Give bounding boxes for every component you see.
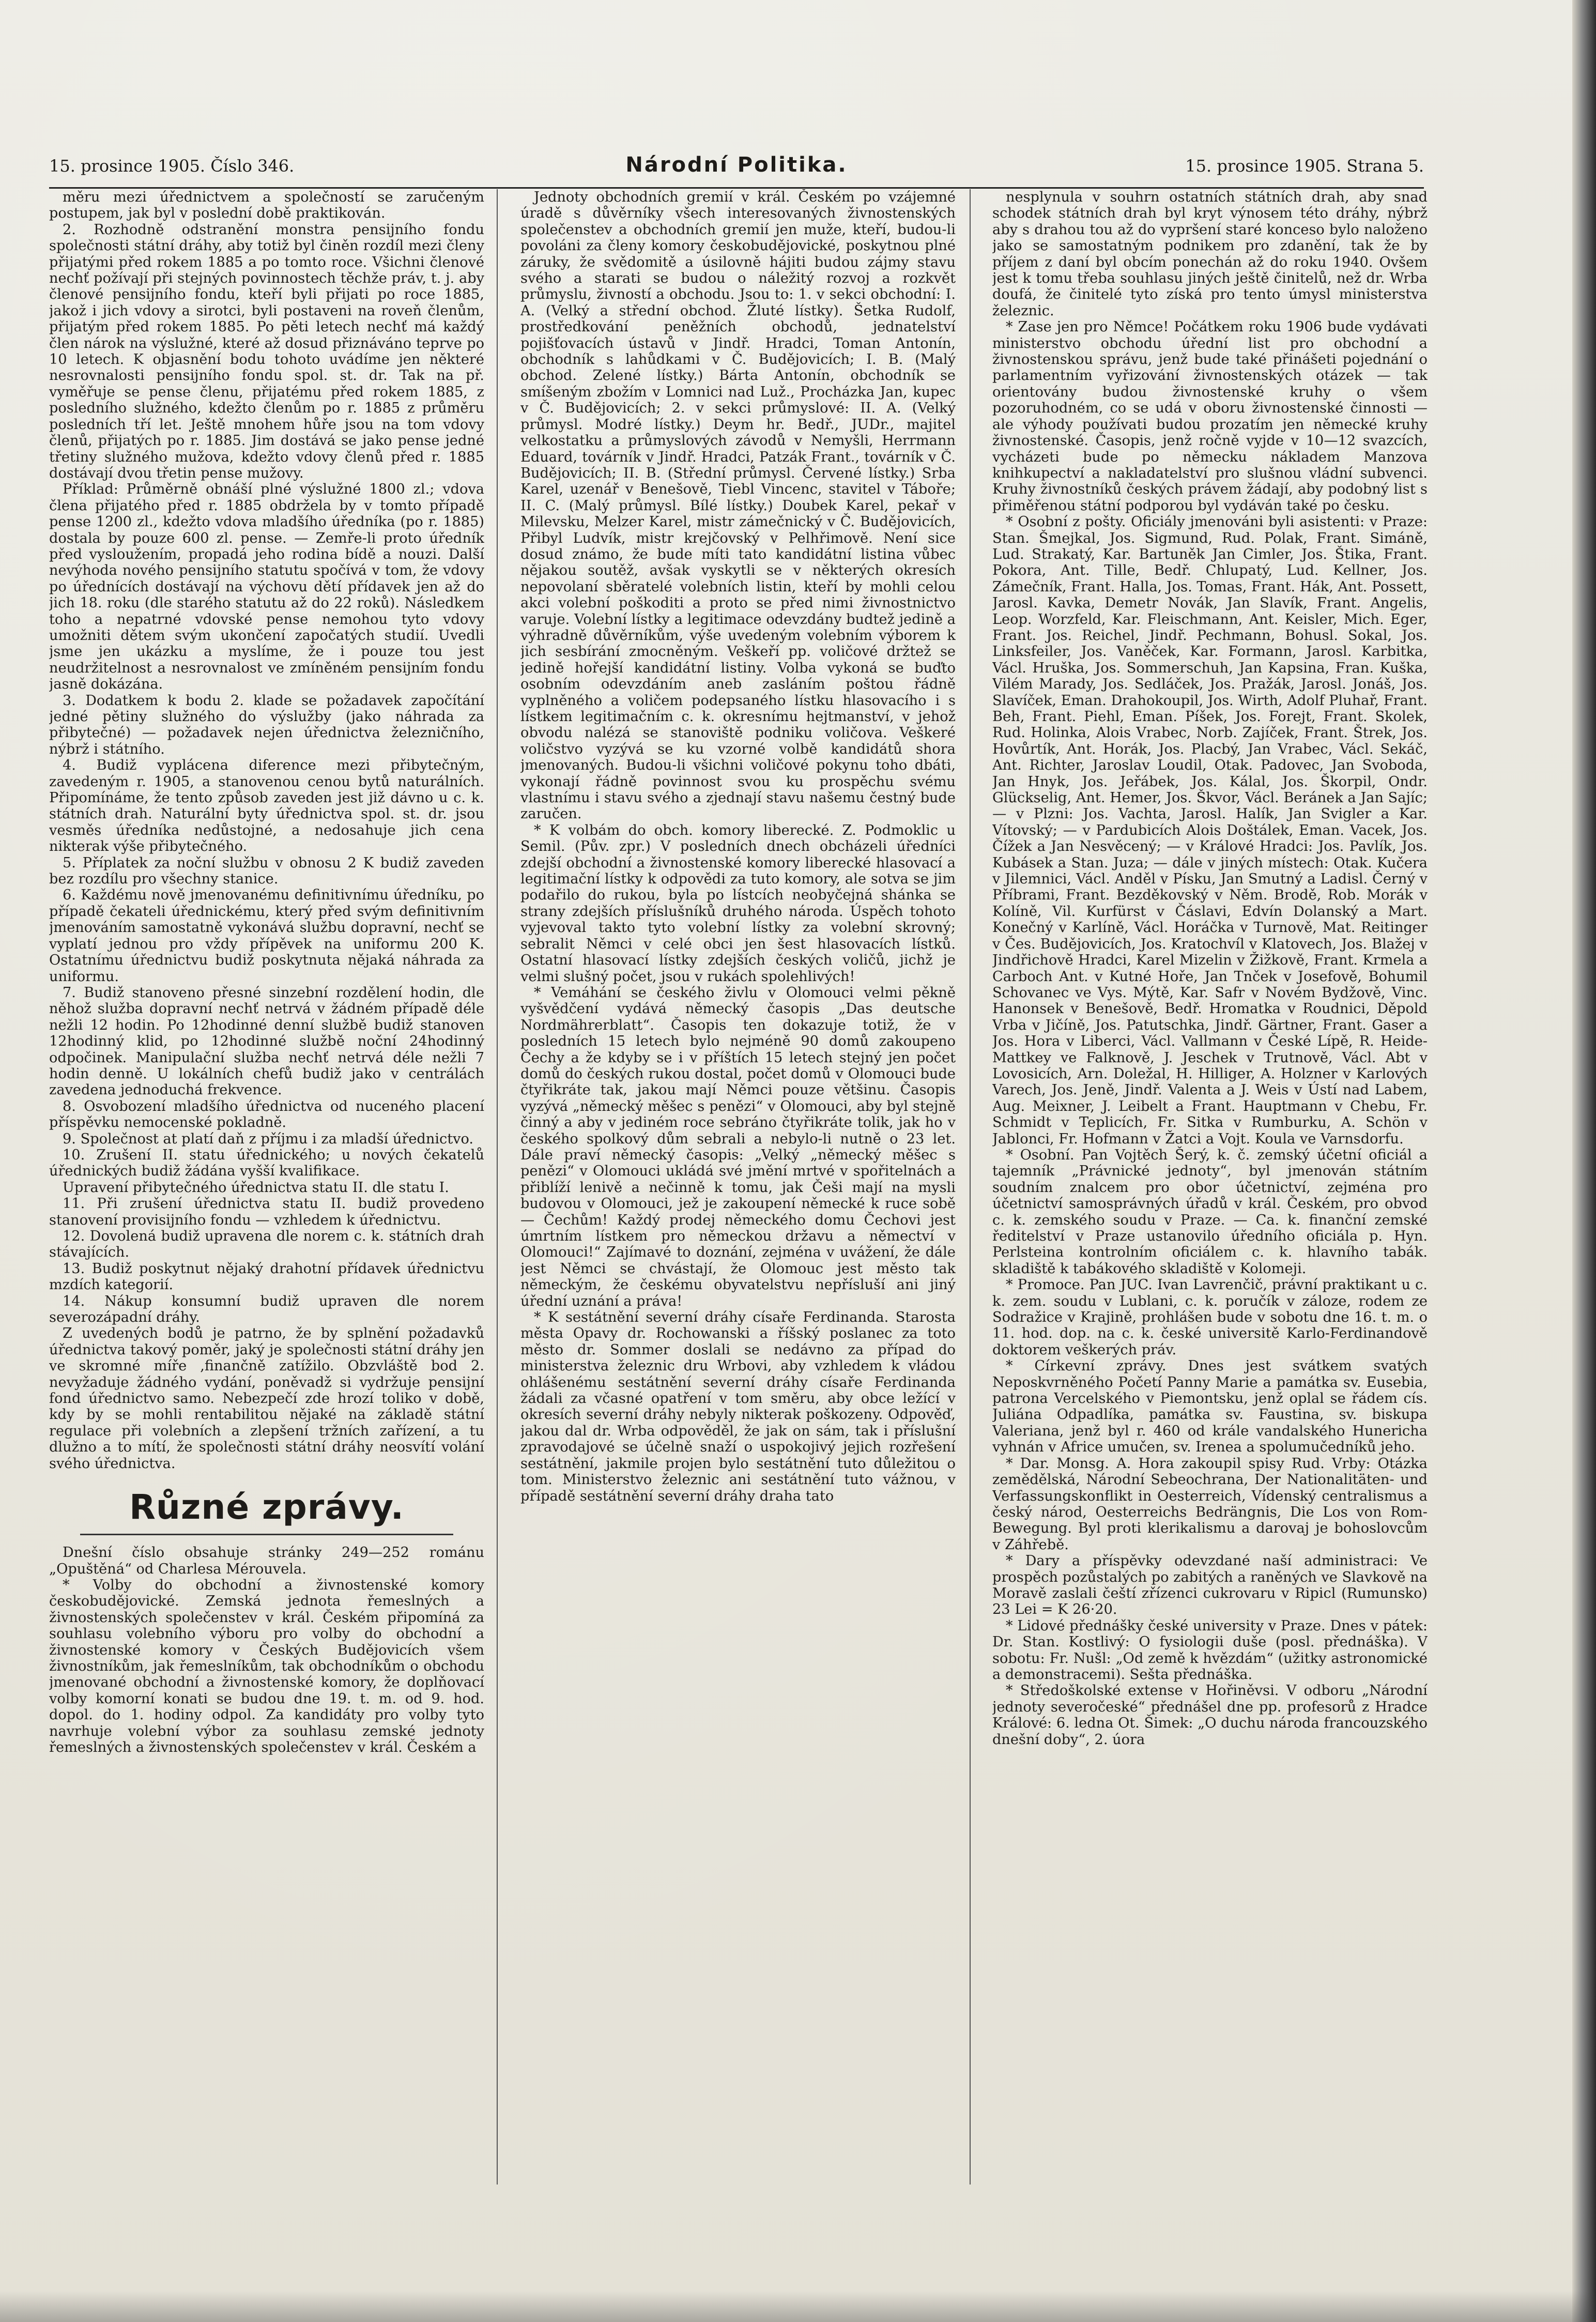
paragraph: 10. Zrušení II. statu úřednického; u nových čekatelů úřednických budiž žádána vyšší kvalifikace. bbox=[49, 1147, 484, 1180]
column-1-articles bbox=[49, 189, 484, 1472]
paragraph: 2. Rozhodně odstranění monstra pensijního fondu společnosti státní dráhy, aby totiž byl činěn rozdíl mezi členy přijatými před rokem 1885 a po tomto roce. Všichni členové nechť požívají při stejných povinnostech těchže práv, t. j. aby členové pensijního fondu, kteří byli přijati po roce 1885, jakož i jich vdovy a sirotci, byli postaveni na roveň členům, přijatým před rokem 1885. Po pěti letech nechť má každý člen nárok na výslužné, které až dosud přiznáváno teprve po 10 letech. K objasnění bodu tohoto uvádíme jen některé nesrovnalosti pensijního fondu spol. st. dr. Tak na př. vyměřuje se pense členu, přijatému před rokem 1885, z posledního služného, kdežto členům po r. 1885 z průměru posledních tří let. Ještě mnohem hůře jsou na tom vdovy členů, přijatých po r. 1885. Jim dostává se jako pense jedné třetiny služného mužova, kdežto vdovy členů před r. 1885 dostávají dvou třetin pense mužovy. bbox=[49, 221, 484, 481]
paragraph: * Volby do obchodní a živnostenské komory českobudějovické. Zemská jednota řemeslných a živnostenských společenstev v král. Českém připomíná za souhlasu volebního výboru pro volby do obchodní a živnostenské komory v Českých Budějovicích všem živnostníkům, jak řemeslníkům, tak obchodníkům o obchodu jmenované obchodní a živnostenské komory, že doplňovací volby komorní konati se budou dne 19. t. m. od 9. hod. dopol. do 1. hodiny odpol. Za kandidáty pro volby tyto navrhuje volební výbor za souhlasu zemské jednoty řemeslných a živnostenských společenstev v král. Českém a bbox=[49, 1577, 484, 1755]
paragraph: Jednoty obchodních gremií v král. Českém po vzájemné úradě s důvěrníky všech interesovaných živnostenských společenstev a obchodních gremií jen muže, kteří, budou-li povoláni za členy komory českobudějovické, poskytnou plné záruky, že svědomitě a úsilovně hájiti budou zájmy stavu svého a starati se budou o náležitý rozvoj a rozkvět průmyslu, živností a obchodu. Jsou to: 1. v sekci obchodní: I. A. (Velký a střední obchod. Žluté lístky). Šetka Rudolf, prostředkování peněžních obchodů, jednatelství pojišťovacích ústavů v Jindř. Hradci, Toman Antonín, obchodník s lahůdkami v Č. Budějovicích; I. B. (Malý obchod. Zelené lístky.) Bárta Antonín, obchodník se smíšeným zbožím v Lomnici nad Luž., Procházka Jan, kupec v Č. Budějovicích; 2. v sekci průmyslové: II. A. (Velký průmysl. Modré lístky.) Deym hr. Bedř., JUDr., majitel velkostatku a průmyslových závodů v Nemyšli, Herrmann Eduard, továrník v Jindř. Hradci, Patzák Frant., továrník v Č. Budějovicích; II. B. (Střední průmysl. Červené lístky.) Srba Karel, uzenář v Benešově, Tiebl Vincenc, stavitel v Táboře; II. C. (Malý průmysl. Bílé lístky.) Doubek Karel, pekař v Milevsku, Melzer Karel, mistr zámečnický v Č. Budějovicích, Přibyl Ludvík, mistr krejčovský v Pelhřimově. Není sice dosud známo, že bude míti tato kandidátní listina vůbec nějakou soutěž, avšak vyskytli se v některých okresích nepovolaní sběratelé volebních listin, kteří by mohli celou akci volební poškoditi a proto se před nimi živnostnictvo varuje. Volební lístky a legitimace odevzdány budtež jedině a výhradně důvěrníkům, výše uvedeným volebním výborem k jich sesbírání zmocněným. Veškeří pp. voličové držtež se jedině hořejší kandidátní listiny. Volba vykoná se buďto osobním odevzdáním aneb zasláním poštou řádně vyplněného a voličem podepsaného lístku hlasovacího i s lístkem legitimačním c. k. okresnímu hejtmanství, v jehož obvodu nalézá se stanoviště podniku voličova. Veškeré voličstvo vyzývá se ku vzorné volbě kandidátů shora jmenovaných. Budou-li všichni voličové pokynu toho dbáti, vykonají řádně povinnost svou ku prospěchu svému vlastnímu i stavu svého a zjednají stavu našemu čestný bude zaručen. bbox=[520, 189, 956, 822]
paragraph: * Osobní. Pan Vojtěch Šerý, k. č. zemský účetní oficiál a tajemník „Právnické jednoty“, byl jmenován státním soudním znalcem pro obor účetnictví, zejména pro účetnictví samosprávných úřadů v král. Českém, pro obvod c. k. zemského soudu v Praze. — Ca. k. finanční zemské ředitelství v Praze ustanovilo úředního oficiála p. Hyn. Perlsteina kontrolním oficiálem c. k. hlavního tabák. skladiště k tabákového skladiště v Kolomeji. bbox=[992, 1147, 1428, 1277]
paragraph: * Vemáhání se českého živlu v Olomouci velmi pěkně vyšvědčení vydává německý časopis „Das deutsche Nordmährerblatt“. Časopis ten dokazuje totiž, že v posledních 15 letech bylo nejméně 90 domů zakoupeno Čechy a že kdyby se i v příštích 15 letech stejný jen počet domů do českých rukou dostal, počet domů v Olomouci bude čtyřikráte tak, jakou mají Němci pouze většinu. Časopis vyzývá „německý měšec s penězi“ v Olomouci, aby byl stejně činný a aby v jediném roce sebráno čtyřikráte tolik, jak ho v českého spolkový dům sebrali a nebylo-li nutně o 23 let. Dále praví německý časopis: „Velký „německý měšec s penězi“ v Olomouci ukládá své jmění mrtvé v spořitelnách a přiblíží lenivě a nečinně k tomu, jak Češi mají na mysli budovou v Olomouci, jež je zakoupení německé k ruce sobě — Čechům! Každý prodej německého domu Čechovi jest úmrtním lístkem pro německou državu a němectví v Olomouci!“ Zajímavé to doznání, zejména v uvážení, že dále jest Němci se chvástají, že Olomouc jest město tak německým, že českému obyvatelstvu nepřísluší ani jiný úřední uznání a práva! bbox=[520, 984, 956, 1309]
column-2 bbox=[520, 189, 956, 2257]
paragraph: 7. Budiž stanoveno přesné sinzební rozdělení hodin, dle něhož služba dopravní nechť netrvá v žádném případě déle nežli 12 hodin. Po 12hodinné denní službě budiž stanoven 12hodinný klid, po 12hodinné službě noční 24hodinný odpočinek. Manipulační služba nechť netrvá déle nežli 7 hodin denně. U lokálních chefů budiž jako v centrálách zavedena jednoduchá frekvence. bbox=[49, 984, 484, 1098]
heading-rule bbox=[80, 1534, 453, 1535]
paragraph: * Dary a příspěvky odevzdané naší administraci: Ve prospěch pozůstalých po zabitých a raněných ve Slavkově na Moravě zaslali čeští zřízenci cukrovaru v Ripicl (Rumunsko) 23 Lei = K 26·20. bbox=[992, 1553, 1428, 1618]
header-date-issue: 15. prosince 1905. Číslo 346. bbox=[49, 156, 295, 176]
header-date-page: 15. prosince 1905. Strana 5. bbox=[1185, 156, 1424, 176]
column-2-articles bbox=[520, 189, 956, 1504]
paragraph: 13. Budiž poskytnut nějaký drahotní přídavek úřednictvu mzdích kategorií. bbox=[49, 1260, 484, 1293]
column-divider bbox=[970, 189, 971, 2184]
paragraph: 11. Při zrušení úřednictva statu II. budiž provedeno stanovení provisijního fondu — vzhledem k úřednictvu. bbox=[49, 1196, 484, 1228]
column-3-articles bbox=[992, 189, 1428, 1748]
paragraph: 8. Osvobození mladšího úřednictva od nuceného placení příspěvku nemocenské pokladně. bbox=[49, 1098, 484, 1131]
paragraph: 14. Nákup konsumní budiž upraven dle norem severozápadní dráhy. bbox=[49, 1293, 484, 1326]
paragraph: nesplynula v souhrn ostatních státních drah, aby snad schodek státních drah byl kryt výnosem této dráhy, nýbrž aby s drahou tou až do vypršení staré konceso bylo naloženo jako se samostatným podnikem pro zdanění, tak že by příjem z daní byl obcím ponechán až do roku 1940. Ovšem jest k tomu třeba souhlasu jiných ještě činitelů, než dr. Wrba doufá, že činitelé tyto získá pro tento úmysl ministerstva železnic. bbox=[992, 189, 1428, 319]
column-divider bbox=[497, 189, 498, 2184]
paragraph: * K volbám do obch. komory liberecké. Z. Podmoklic u Semil. (Pův. zpr.) V posledních dnech obcházeli úředníci zdejší obchodní a živnostenské komory liberecké hlasovací a legitimační lístky k odpovědi za tuto komory, ale sotva se jim podařilo do rukou, byla po lístcích neobyčejná shánka se strany zdejších příslušníků druhého národa. Úspěch tohoto vyjevoval takto tyto volební lístky za volební skrovný; sebralit Němci v celé obci jen šest hlasovacích lístků. Ostatní hlasovací lístky zdejších českých voličů, jichž je velmi slušný počet, jsou v rukách spolehlivých! bbox=[520, 822, 956, 985]
paragraph: Z uvedených bodů je patrno, že by splnění požadavků úřednictva takový poměr, jaký je společnosti státní dráhy jen ve skromné míře ,finančně zatížilo. Obzvláště bod 2. nevyžaduje žádného vydání, poněvadž si vydržuje pensijní fond úřednictvo samo. Nebezpečí zde hrozí toliko v době, kdy by se mohli rentabilitou nějaké na základě státní regulace při volebních a zlepšení tržních zařízení, a tu dlužno a to mítí, že společnosti státní dráhy neosvítí volání svého úřednictva. bbox=[49, 1325, 484, 1472]
paragraph: 6. Každému nově jmenovanému definitivnímu úředníku, po případě čekateli úřednickému, který před svým definitivním jmenováním samostatně vykonává službu dopravní, nechť se vyplatí jednou pro vždy přípěvek na uniformu 200 K. Ostatnímu úřednictvu budiž poskytnuta nějaká náhrada za uniformu. bbox=[49, 887, 484, 985]
column-1-news bbox=[49, 1545, 484, 1755]
paragraph: Příklad: Průměrně obnáší plné výslužné 1800 zl.; vdova člena přijatého před r. 1885 obdržela by v tomto případě pense 1200 zl., kdežto vdova mladšího úředníka (po r. 1885) dostala by pouze 600 zl. pense. — Zemře-li proto úředník před vysloužením, propadá jeho rodina bídě a nouzi. Další nevýhoda nového pensijního statutu spočívá v tom, že vdovy po úřednících dostávají na výchovu dětí přídavek jen až do jich 18. roku (dle starého statutu až do 22 roků). Následkem toho a nepatrné vdovské pense nemohou tyto vdovy umožniti dětem svým ukončení započatých studií. Uvedli jsme jen ukázku a myslíme, že i pouze tou jest neudržitelnost a nesrovnalost ve zmíněném pensijním fondu jasně dokázána. bbox=[49, 481, 484, 693]
paragraph: * K sestátnění severní dráhy císaře Ferdinanda. Starosta města Opavy dr. Rochowanski a říšský poslanec za toto město dr. Sommer doslali se nedávno za případ do ministerstva železnic dru Wrbovi, aby vzhledem k vládou ohlášenému sestátnění severní dráhy císaře Ferdinanda žádali za včasné opatření v tom směru, aby obce ležící v okresích severní dráhy nebyly nikterak poškozeny. Odpověď, jakou dal dr. Wrba odpověděl, že jak on sám, tak i příslušní zpravodajové se účelně snaží o uspokojivý jejich rozřešení sestátnění, jakmile projen bylo sestátnění tuto důležitou o tom. Ministerstvo železnic ani sestátnění tuto vážnou, v případě sestátnění severní dráhy draha tato bbox=[520, 1309, 956, 1504]
paragraph: 12. Dovolená budiž upravena dle norem c. k. státních drah stávajících. bbox=[49, 1228, 484, 1261]
page-edge-shadow bbox=[1572, 0, 1596, 2322]
paragraph: měru mezi úřednictvem a společností se zaručeným postupem, jak byl v poslední době praktikován. bbox=[49, 189, 484, 222]
paragraph: Upravení přibytečného úřednictva statu II. dle statu I. bbox=[63, 1179, 449, 1196]
newspaper-title: Národní Politika. bbox=[625, 153, 848, 177]
paragraph: 9. Společnost at platí daň z příjmu i za mladší úřednictvo. bbox=[63, 1131, 474, 1147]
paragraph: 3. Dodatkem k bodu 2. klade se požadavek započítání jedné pětiny služného do výslužby (jako náhrada za přibytečné) — požadavek nejen úřednictva železničního, nýbrž i státního. bbox=[49, 692, 484, 757]
column-3 bbox=[992, 189, 1428, 2257]
paragraph: Dnešní číslo obsahuje stránky 249—252 románu „Opuštěná“ od Charlesa Mérouvela. bbox=[49, 1545, 484, 1577]
section-heading: Různé zprávy. bbox=[129, 1487, 404, 1527]
paragraph: * Promoce. Pan JUC. Ivan Lavrenčič, právní praktikant u c. k. zem. soudu v Lublani, c. k. poručík v záloze, rodem ze Sodražice v Krajině, prohlášen bude v sobotu dne 16. t. m. o 11. hod. dop. na c. k. české universitě Karlo-Ferdinandově doktorem veškerých práv. bbox=[992, 1277, 1428, 1358]
page-bottom-shadow bbox=[0, 2291, 1596, 2322]
paragraph: * Osobní z pošty. Oficiály jmenováni byli asistenti: v Praze: Stan. Šmejkal, Jos. Sigmund, Rud. Polak, Frant. Simáně, Lud. Strakatý, Kar. Bartuněk Jan Cimler, Jos. Štika, Frant. Pokora, Ant. Tille, Bedř. Chlupatý, Lud. Kellner, Jos. Zámečník, Frant. Halla, Jos. Tomas, Frant. Hák, Ant. Possett, Jarosl. Kavka, Demetr Novák, Jan Slavík, Frant. Angelis, Leop. Worzfeld, Kar. Fleischmann, Ant. Keisler, Mich. Eger, Frant. Jos. Reichel, Jindř. Pechmann, Bohusl. Sokal, Jos. Linksfeiler, Jos. Vaněček, Kar. Formann, Jarosl. Karbitka, Václ. Hruška, Jos. Sommerschuh, Jan Kapsina, Fran. Kuška, Vilém Marady, Jos. Sedláček, Jos. Pražák, Jarosl. Jonáš, Jos. Slavíček, Eman. Drahokoupil, Jos. Wirth, Adolf Pluhař, Frant. Beh, Frant. Piehl, Eman. Píšek, Jos. Forejt, Frant. Skolek, Rud. Holinka, Alois Vrabec, Norb. Zajíček, Frant. Štrek, Jos. Hovůrtík, Ant. Horák, Jos. Placbý, Jan Vrabec, Václ. Sekáč, Ant. Richter, Jaroslav Loudil, Otak. Padovec, Jan Svoboda, Jan Hnyk, Jos. Jeřábek, Jos. Kálal, Jos. Škorpil, Ondr. Glückselig, Ant. Hemer, Jos. Škvor, Václ. Beránek a Jan Sajíc; — v Plzni: Jos. Vachta, Jarosl. Halík, Jan Svigler a Kar. Vítovský; — v Pardubicích Alois Doštálek, Eman. Vacek, Jos. Čížek a Jan Nesvěcený; — v Králové Hradci: Jos. Pavlík, Jos. Kubásek a Stan. Juza; — dále v jiných místech: Otak. Kučera v Jilemnici, Václ. Anděl v Písku, Jan Smutný a Ladisl. Černý v Příbrami, Frant. Bezděkovský v Něm. Brodě, Rob. Morák v Kolíně, Vil. Kurfürst v Čáslavi, Edvín Dolanský a Mart. Konečný v Karlíně, Václ. Horáčka v Turnově, Mat. Reitinger v Čes. Budějovicích, Jos. Kratochvíl v Klatovech, Jos. Blažej v Jindřichově Hradci, Karel Mizelin v Žižkově, Frant. Krmela a Carboch Ant. v Kutné Hoře, Jan Tnček v Josefově, Bohumil Schovanec ve Vys. Mýtě, Kar. Safr v Novém Bydžově, Vinc. Hanonsek v Benešově, Bedř. Hromatka v Roudnici, Děpold Vrba v Jičíně, Jos. Patutschka, Jindř. Gärtner, Frant. Gaser a Jos. Hora v Liberci, Václ. Vallmann v České Lípě, R. Heide-Mattkey ve Falknově, J. Jeschek v Trutnově, Václ. Abt v Lovosicích, Arn. Doležal, H. Hilliger, A. Holzner v Karlových Varech, Jos. Jeně, Jindř. Valenta a J. Weis v Ústí nad Labem, Aug. Meixner, J. Leibelt a Frant. Hauptmann v Chebu, Fr. Schmidt v Teplicích, Fr. Sitka v Rumburku, A. Schön v Jablonci, Fr. Hofmann v Žatci a Vojt. Koula ve Varnsdorfu. bbox=[992, 514, 1428, 1147]
paragraph: 4. Budiž vyplácena diference mezi přibytečným, zavedeným r. 1905, a stanovenou cenou bytů naturálních. Připomínáme, že tento způsob zaveden jest již dávno u c. k. státních drah. Naturální byty úřednictva spol. st. dr. jsou vesměs úředníka nedůstojné, a nedosahuje jich cena nikterak výše přibytečného. bbox=[49, 757, 484, 855]
paragraph: * Lidové přednášky české university v Praze. Dnes v pátek: Dr. Stan. Kostlivý: O fysiologii duše (posl. přednáška). V sobotu: Fr. Nušl: „Od země k hvězdám“ (užitky astronomické a demonstracemi). Sešta přednáška. bbox=[992, 1617, 1428, 1683]
column-1 bbox=[49, 189, 484, 2257]
paragraph: * Středoškolské extense v Hořiněvsi. V odboru „Národní jednoty severočeské“ přednášel dne pp. profesorů z Hradce Králové: 6. ledna Ot. Šimek: „O duchu národa francouzského dnešní doby“, 2. úora bbox=[992, 1683, 1428, 1748]
paragraph: * Církevní zprávy. Dnes jest svátkem svatých Neposkvrněného Početí Panny Marie a památka sv. Eusebia, patrona Vercelského v Piemontsku, jenž oplal se řádem cís. Juliána Odpadlíka, památka sv. Faustina, sv. biskupa Valeriana, jenž byl r. 460 od krále vandalského Hunericha vyhnán v Africe umučen, sv. Irenea a spolumučedníků jeho. bbox=[992, 1358, 1428, 1456]
paragraph: * Dar. Monsg. A. Hora zakoupil spisy Rud. Vrby: Otázka zemědělská, Národní Sebeochrana, Der Nationalitäten- und Verfassungskonflikt in Oesterreich, Vídenský centralismus a český národ, Oesterreichs Bedrängnis, Die Los von Rom-Bewegung. Byl proti klerikalismu a darovaj je bohoslovcům v Záhřebě. bbox=[992, 1455, 1428, 1553]
paragraph: 5. Příplatek za noční službu v obnosu 2 K budiž zaveden bez rozdílu pro všechny stanice. bbox=[49, 854, 484, 888]
paragraph: * Zase jen pro Němce! Počátkem roku 1906 bude vydávati ministerstvo obchodu úřední list pro obchodní a živnostenskou správu, jenž bude také přinášeti pojednání o parlamentním vyřizování živnostenských otázek — tak orientovány budou živnostenské kruhy o všem pozoruhodném, co se udá v oboru živnostenské činnosti — ale výhody používati budou prozatím jen německé kruhy živnostenské. Časopis, jenž ročně vyjde v 10—12 svazcích, vycházeti bude po německu nákladem Manzova knihkupectví a nakladatelství pro slušnou vládní subvenci. Kruhy živnostníků českých právem žádají, aby podobný list s přiměřenou státní podporou byl vydáván také po česku. bbox=[992, 319, 1428, 514]
page-header bbox=[49, 151, 1424, 189]
